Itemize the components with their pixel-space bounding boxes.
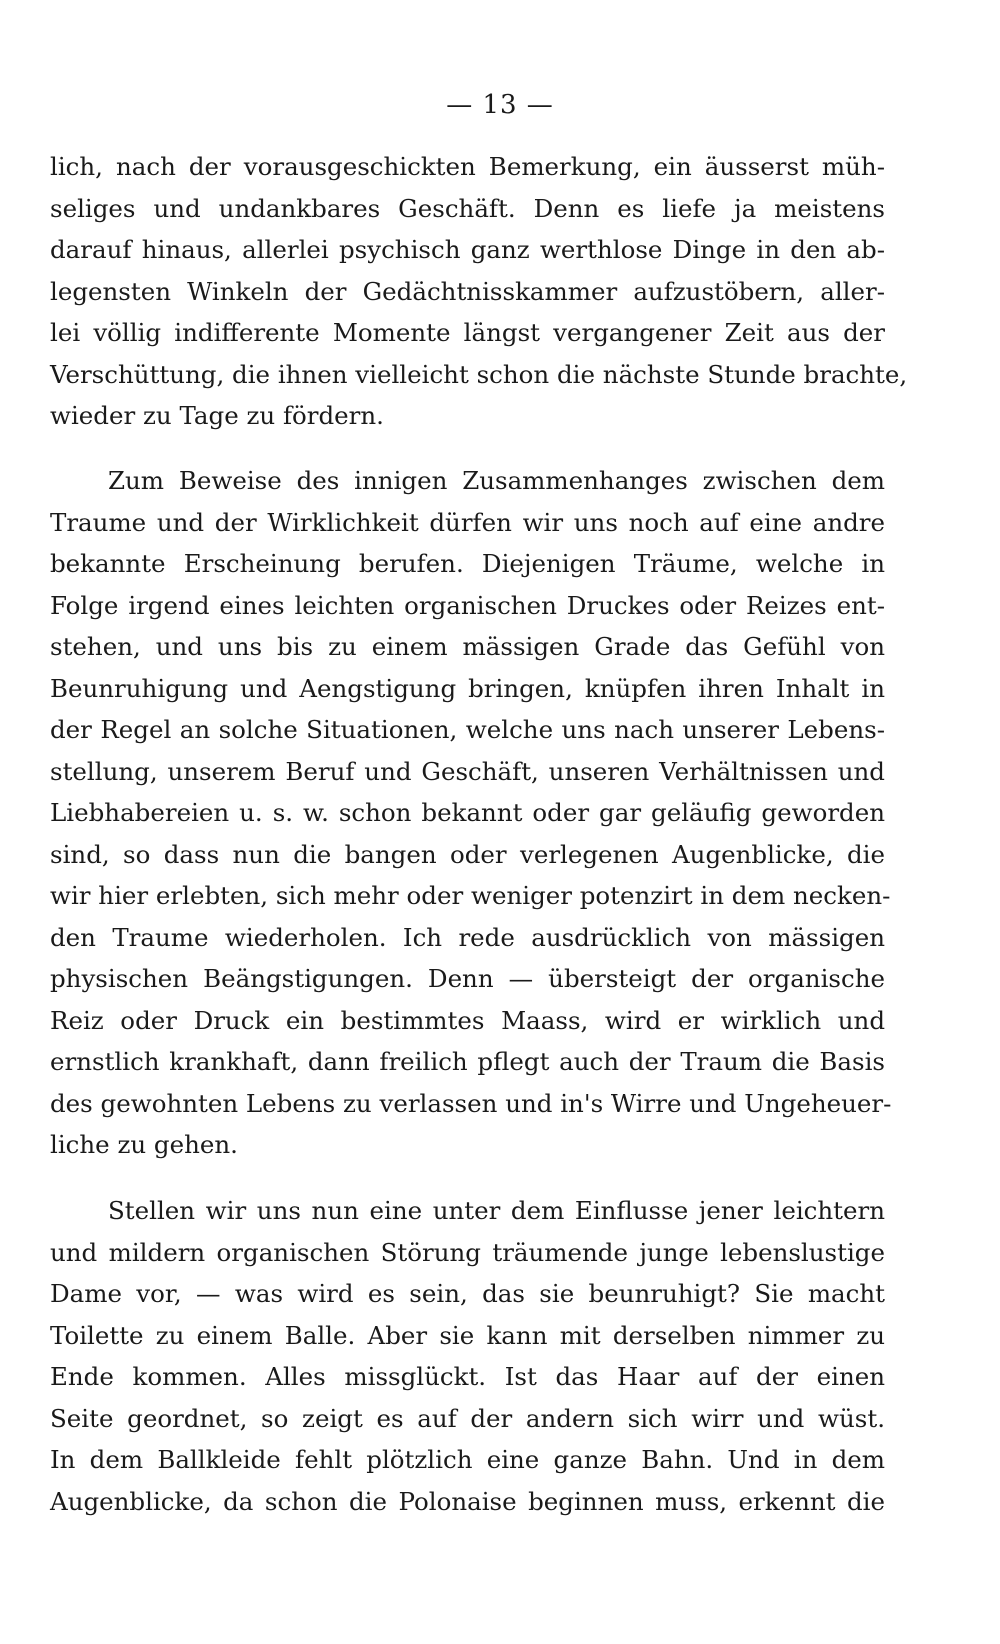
text-line: der Regel an solche Situationen, welche uns nach unserer Lebens- xyxy=(50,715,885,744)
text-line: Reiz oder Druck ein bestimmtes Maass, wird er wirklich und xyxy=(50,1005,885,1035)
text-line: sind, so dass nun die bangen oder verlegenen Augenblicke, die xyxy=(50,839,885,869)
text-line: liche zu gehen. xyxy=(50,1130,238,1159)
text-line: In dem Ballkleide fehlt plötzlich eine ganze Bahn. Und in dem xyxy=(50,1445,885,1474)
page-number: — 13 — xyxy=(446,90,554,120)
paragraph-3 xyxy=(50,1190,885,1522)
text-line: lei völlig indifferente Momente längst vergangener Zeit aus der xyxy=(50,318,885,347)
text-line: wieder zu Tage zu fördern. xyxy=(50,401,384,430)
text-line: darauf hinaus, allerlei psychisch ganz werthlose Dinge in den ab- xyxy=(50,235,885,264)
text-line: stehen, und uns bis zu einem mässigen Grade das Gefühl von xyxy=(50,632,885,661)
text-line: ernstlich krankhaft, dann freilich pflegt auch der Traum die Basis xyxy=(50,1047,885,1076)
text-line: wir hier erlebten, sich mehr oder weniger potenzirt in dem necken- xyxy=(50,881,891,910)
text-line: Toilette zu einem Balle. Aber sie kann mit derselben nimmer zu xyxy=(50,1320,885,1350)
text-line: Ende kommen. Alles missglückt. Ist das Haar auf der einen xyxy=(50,1362,885,1391)
text-line: Augenblicke, da schon die Polonaise beginnen muss, erkennt die xyxy=(50,1486,885,1516)
text-line: Traume und der Wirklichkeit dürfen wir uns noch auf eine andre xyxy=(50,507,885,537)
text-line: physischen Beängstigungen. Denn — übersteigt der organische xyxy=(50,964,885,993)
text-line: Stellen wir uns nun eine unter dem Einflusse jener leichtern xyxy=(108,1196,885,1225)
paragraph-1 xyxy=(50,146,908,437)
text-line: stellung, unserem Beruf und Geschäft, unseren Verhältnissen und xyxy=(50,756,885,786)
text-line: und mildern organischen Störung träumende junge lebenslustige xyxy=(50,1237,885,1267)
text-line: des gewohnten Lebens zu verlassen und in's Wirre und Ungeheuer- xyxy=(50,1088,892,1118)
text-line: Folge irgend eines leichten organischen Druckes oder Reizes ent- xyxy=(50,590,885,620)
text-line: bekannte Erscheinung berufen. Diejenigen Träume, welche in xyxy=(50,549,885,578)
text-line: lich, nach der vorausgeschickten Bemerkung, ein äusserst müh- xyxy=(50,152,885,181)
text-line: seliges und undankbares Geschäft. Denn es liefe ja meistens xyxy=(50,193,885,223)
text-line: Dame vor, — was wird es sein, das sie beunruhigt? Sie macht xyxy=(50,1279,885,1308)
text-line: Seite geordnet, so zeigt es auf der andern sich wirr und wüst. xyxy=(50,1403,885,1433)
text-line: den Traume wiederholen. Ich rede ausdrücklich von mässigen xyxy=(50,922,885,952)
text-line: Verschüttung, die ihnen vielleicht schon die nächste Stunde brachte, xyxy=(50,359,908,389)
text-line: Liebhabereien u. s. w. schon bekannt oder gar geläufig geworden xyxy=(50,798,885,827)
text-line: Beunruhigung und Aengstigung bringen, knüpfen ihren Inhalt in xyxy=(50,673,885,703)
paragraph-2 xyxy=(50,460,892,1166)
text-line: Zum Beweise des innigen Zusammenhanges zwischen dem xyxy=(108,466,885,495)
text-line: legensten Winkeln der Gedächtnisskammer aufzustöbern, aller- xyxy=(50,276,885,306)
